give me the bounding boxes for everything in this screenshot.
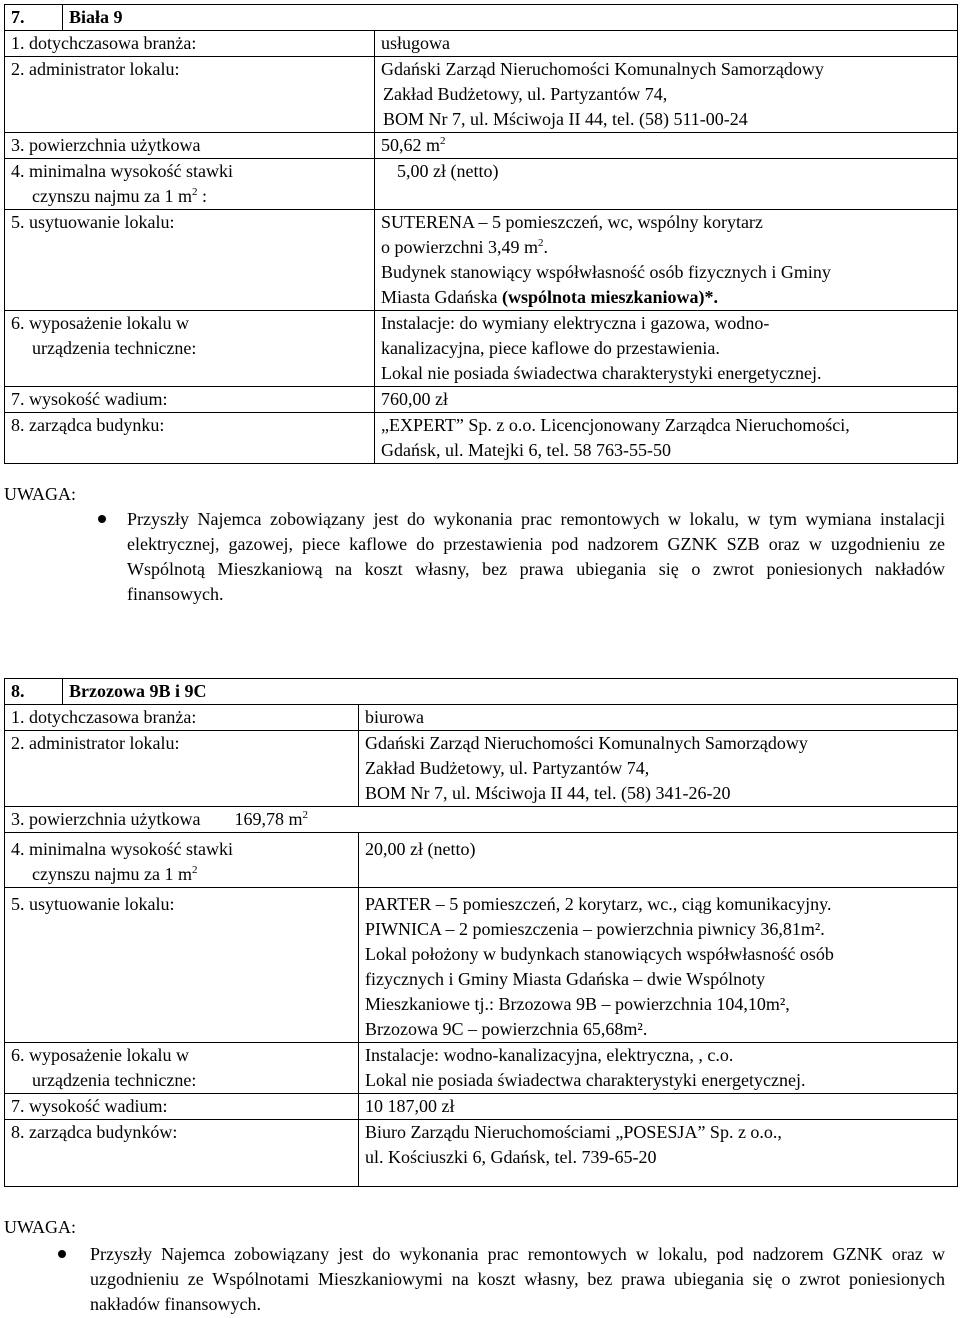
row-label: 7. wysokość wadium:: [5, 387, 375, 413]
bullet-icon: [98, 515, 106, 523]
property-table: [4, 4, 958, 464]
table-row: [5, 807, 958, 833]
row-value: „EXPERT” Sp. z o.o. Licencjonowany Zarządca Nieruchomości, Gdańsk, ul. Matejki 6, tel. 58 763-55-50: [375, 413, 958, 464]
row-label: 8. zarządca budynku:: [5, 413, 375, 464]
listing-section-biala-9: [4, 4, 958, 464]
table-row: [5, 833, 958, 888]
row-value: PARTER – 5 pomieszczeń, 2 korytarz, wc., ciąg komunikacyjny. PIWNICA – 2 pomieszczenia – powierzchnia piwnicy 36,81m². Lokal położony w budynkach stanowiących współwłasność osób fizycznych i Gminy Miasta Gdańska – dwie Wspólnoty Mieszkaniowe tj.: Brzozowa 9B – powierzchnia 104,10m², Brzozowa 9C – powierzchnia 65,68m².: [359, 888, 958, 1043]
row-label: 7. wysokość wadium:: [5, 1094, 359, 1120]
property-address: Brzozowa 9B i 9C: [63, 679, 958, 705]
bullet-icon: [58, 1250, 66, 1258]
row-value: 760,00 zł: [375, 387, 958, 413]
table-row: [5, 1120, 958, 1187]
row-value: biurowa: [359, 705, 958, 731]
row-label: 1. dotychczasowa branża:: [5, 705, 359, 731]
row-label: 4. minimalna wysokość stawki czynszu najmu za 1 $m^2$: [5, 833, 359, 888]
row-label: 5. usytuowanie lokalu:: [5, 210, 375, 311]
property-number: 7.: [5, 5, 63, 31]
table-row: [5, 1094, 958, 1120]
row-value: Biuro Zarządu Nieruchomościami „POSESJA” Sp. z o.o., ul. Kościuszki 6, Gdańsk, tel. 739-65-20: [359, 1120, 958, 1187]
row-label: 1. dotychczasowa branża:: [5, 31, 375, 57]
row-value: 20,00 zł (netto): [359, 833, 958, 888]
table-row: [5, 31, 958, 57]
table-row: [5, 1043, 958, 1094]
note-title: UWAGA:: [4, 1217, 76, 1237]
row-label: 2. administrator lokalu:: [5, 731, 359, 807]
table-row: [5, 57, 958, 133]
table-row: [5, 413, 958, 464]
note-text: Przyszły Najemca zobowiązany jest do wykonania prac remontowych w lokalu, pod nadzorem GZNK oraz w uzgodnieniu ze Wspólnotami Mieszkaniowymi na koszt własny, bez prawa ubiegania się o zwrot poniesionych nakładów finansowych.: [90, 1244, 945, 1314]
row-value: 50,62 $m^2$: [375, 133, 958, 159]
property-address: Biała 9: [63, 5, 958, 31]
table-row: [5, 731, 958, 807]
row-value: Gdański Zarząd Nieruchomości Komunalnych Samorządowy Zakład Budżetowy, ul. Partyzantów 74, BOM Nr 7, ul. Mściwoja II 44, tel. (58) 341-26-20: [359, 731, 958, 807]
row-value: 169,78 $m^2$: [234, 809, 308, 829]
note-text: Przyszły Najemca zobowiązany jest do wykonania prac remontowych w lokalu, w tym wymiana instalacji elektrycznej, gazowej, piece kaflowe do przestawienia pod nadzorem GZNK SZB oraz w uzgodnieniu ze Wspólnotą Mieszkaniową na koszt własny, bez prawa ubiegania się o zwrot poniesionych nakładów finansowych.: [127, 509, 945, 604]
property-header-row: [5, 5, 958, 31]
row-value: 5,00 zł (netto): [375, 159, 958, 210]
row-label: 8. zarządca budynków:: [5, 1120, 359, 1187]
row-label: 3. powierzchnia użytkowa 169,78 $m^2$: [5, 807, 958, 833]
table-row: [5, 888, 958, 1043]
row-label: 6. wyposażenie lokalu w urządzenia techniczne:: [5, 1043, 359, 1094]
property-header-row: [5, 679, 958, 705]
row-value: usługowa: [375, 31, 958, 57]
listing-section-brzozowa-9b-9c: [4, 678, 958, 1187]
row-value: Gdański Zarząd Nieruchomości Komunalnych Samorządowy Zakład Budżetowy, ul. Partyzantów 74, BOM Nr 7, ul. Mściwoja II 44, tel. (58) 511-00-24: [375, 57, 958, 133]
table-row: [5, 705, 958, 731]
note-title: UWAGA:: [4, 484, 76, 504]
row-label: 3. powierzchnia użytkowa: [5, 133, 375, 159]
row-label: 6. wyposażenie lokalu w urządzenia techniczne:: [5, 311, 375, 387]
property-table: [4, 678, 958, 1187]
row-label: 5. usytuowanie lokalu:: [5, 888, 359, 1043]
table-row: [5, 387, 958, 413]
table-row: [5, 133, 958, 159]
row-value: SUTERENA – 5 pomieszczeń, wc, wspólny korytarz o powierzchni 3,49 $m^2$. Budynek stanowiący współwłasność osób fizycznych i Gminy Miasta Gdańska (wspólnota mieszkaniowa)*.: [375, 210, 958, 311]
table-row: [5, 311, 958, 387]
row-value: Instalacje: wodno-kanalizacyjna, elektryczna, , c.o. Lokal nie posiada świadectwa charakterystyki energetycznej.: [359, 1043, 958, 1094]
table-row: [5, 159, 958, 210]
property-number: 8.: [5, 679, 63, 705]
row-value: Instalacje: do wymiany elektryczna i gazowa, wodno- kanalizacyjna, piece kaflowe do przestawienia. Lokal nie posiada świadectwa charakterystyki energetycznej.: [375, 311, 958, 387]
table-row: [5, 210, 958, 311]
row-label: 4. minimalna wysokość stawki czynszu najmu za 1 $m^2$ :: [5, 159, 375, 210]
row-label: 2. administrator lokalu:: [5, 57, 375, 133]
row-value: 10 187,00 zł: [359, 1094, 958, 1120]
